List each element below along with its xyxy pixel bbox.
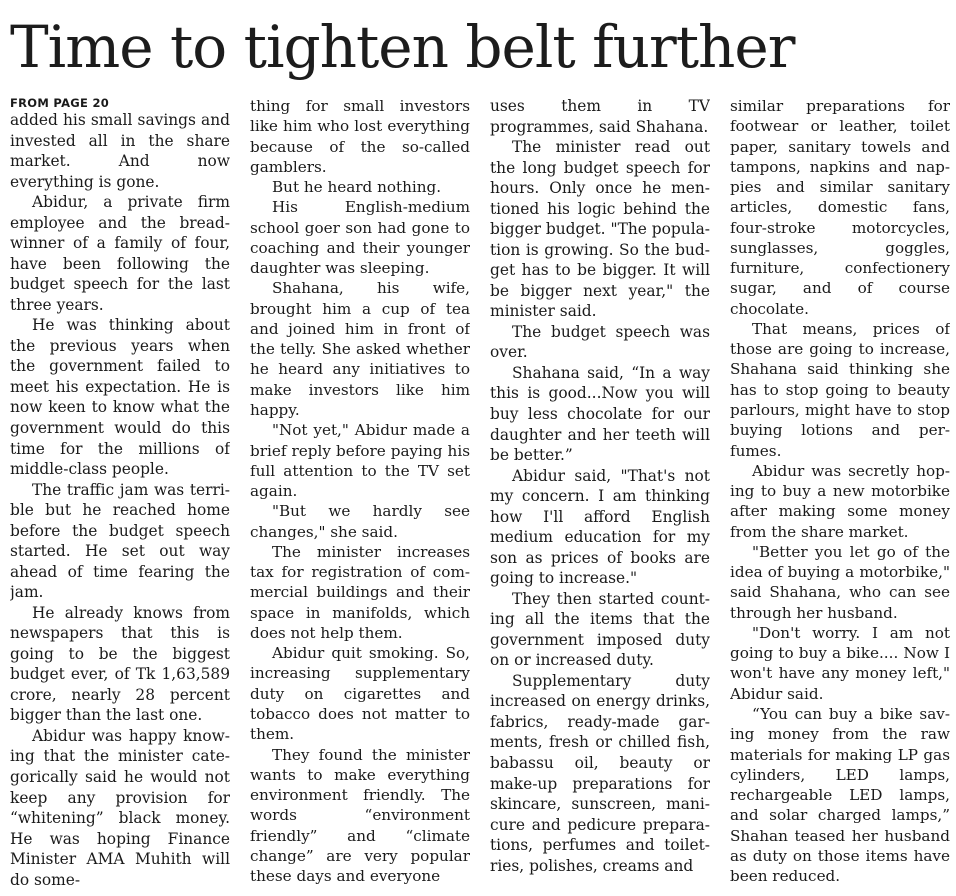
article-column-1 xyxy=(10,96,230,891)
article-column-4 xyxy=(730,96,950,891)
paragraph: Shahana, his wife, brought him a cup of tea and joined him in front of the telly. She asked whether he heard any initiatives to make investors like him happy. xyxy=(250,279,470,419)
paragraph: “You can buy a bike saving money from the raw materials for making LP gas cylinders, LED lamps, rechargeable LED lamps, and solar charged lamps,” Shahan teased her husband as duty on those items have been reduced. xyxy=(730,704,950,886)
article-column-3 xyxy=(490,96,710,891)
paragraph: Abidur was happy knowing that the minister categorically said he would not keep any provision for “whitening” black money. He was hoping Finance Minister AMA Muhith will do some- xyxy=(10,726,230,889)
headline: Time to tighten belt further xyxy=(10,13,795,81)
paragraph: "Don't worry. I am not going to buy a bike.... Now I won't have any money left," Abidur said. xyxy=(730,623,950,703)
paragraph: He already knows from newspapers that this is going to be the biggest budget ever, of Tk 1,63,589 crore, nearly 28 percent bigger than the last one. xyxy=(10,603,230,725)
paragraph: Abidur said, "That's not my concern. I am thinking how I'll afford English medium education for my son as prices of books are going to increase." xyxy=(490,466,710,588)
paragraph: Shahana said, “In a way this is good...Now you will buy less chocolate for our daughter and her teeth will be better.” xyxy=(490,363,710,465)
paragraph: thing for small investors like him who lost everything because of the so-called gamblers. xyxy=(250,97,470,176)
paragraph: That means, prices of those are going to increase, Shahana said thinking she has to stop going to beauty parlours, might have to stop buying lotions and perfumes. xyxy=(730,319,950,460)
continued-from-kicker: FROM PAGE 20 xyxy=(10,96,110,110)
paragraph: similar preparations for footwear or leather, toilet paper, sanitary towels and tampons, napkins and nappies and similar sanitary articles, domestic fans, four-stroke motorcycles, sunglasses, goggles, furniture, confectionery sugar, and of course chocolate. xyxy=(730,97,950,318)
paragraph: "Better you let go of the idea of buying a motorbike," said Shahana, who can see through her husband. xyxy=(730,542,950,622)
paragraph: Supplementary duty increased on energy drinks, fabrics, ready-made garments, fresh or chilled fish, babassu oil, beauty or make-up preparations for skincare, sunscreen, manicure and pedicure preparations, perfumes and toiletries, polishes, creams and xyxy=(490,671,710,875)
paragraph: Abidur quit smoking. So, increasing supplementary duty on cigarettes and tobacco does not matter to them. xyxy=(250,644,470,744)
paragraph: He was thinking about the previous years when the government failed to meet his expectation. He is now keen to know what the government would do this time for the millions of middle-class people. xyxy=(10,316,230,479)
paragraph: They found the minister wants to make everything environment friendly. The words “environment friendly” and “climate change” are very popular these days and everyone xyxy=(250,745,470,886)
paragraph: The minister increases tax for registration of commercial buildings and their space in manifolds, which does not help them. xyxy=(250,542,470,642)
paragraph: Abidur was secretly hoping to buy a new motorbike after making some money from the share market. xyxy=(730,461,950,541)
paragraph: "But we hardly see changes," she said. xyxy=(250,502,470,541)
paragraph: The traffic jam was terrible but he reached home before the budget speech started. He set out way ahead of time fearing the jam. xyxy=(10,480,230,602)
paragraph: The minister read out the long budget speech for hours. Only once he mentioned his logic behind the bigger budget. "The population is growing. So the budget has to be bigger. It will be bigger next year," the minister said. xyxy=(490,138,710,321)
paragraph: His English-medium school goer son had gone to coaching and their younger daughter was sleeping. xyxy=(250,198,470,278)
article-column-2 xyxy=(250,96,470,891)
paragraph: Abidur, a private firm employee and the breadwinner of a family of four, have been following the budget speech for the last three years. xyxy=(10,193,230,314)
paragraph: added his small savings and invested all in the share market. And now everything is gone. xyxy=(10,111,230,191)
paragraph: But he heard nothing. xyxy=(272,178,442,197)
paragraph: uses them in TV programmes, said Shahana. xyxy=(490,97,710,136)
paragraph: They then started counting all the items that the government imposed duty on or increased duty. xyxy=(490,589,710,670)
paragraph: "Not yet," Abidur made a brief reply before paying his full attention to the TV set again. xyxy=(250,421,470,501)
paragraph: The budget speech was over. xyxy=(490,322,710,362)
